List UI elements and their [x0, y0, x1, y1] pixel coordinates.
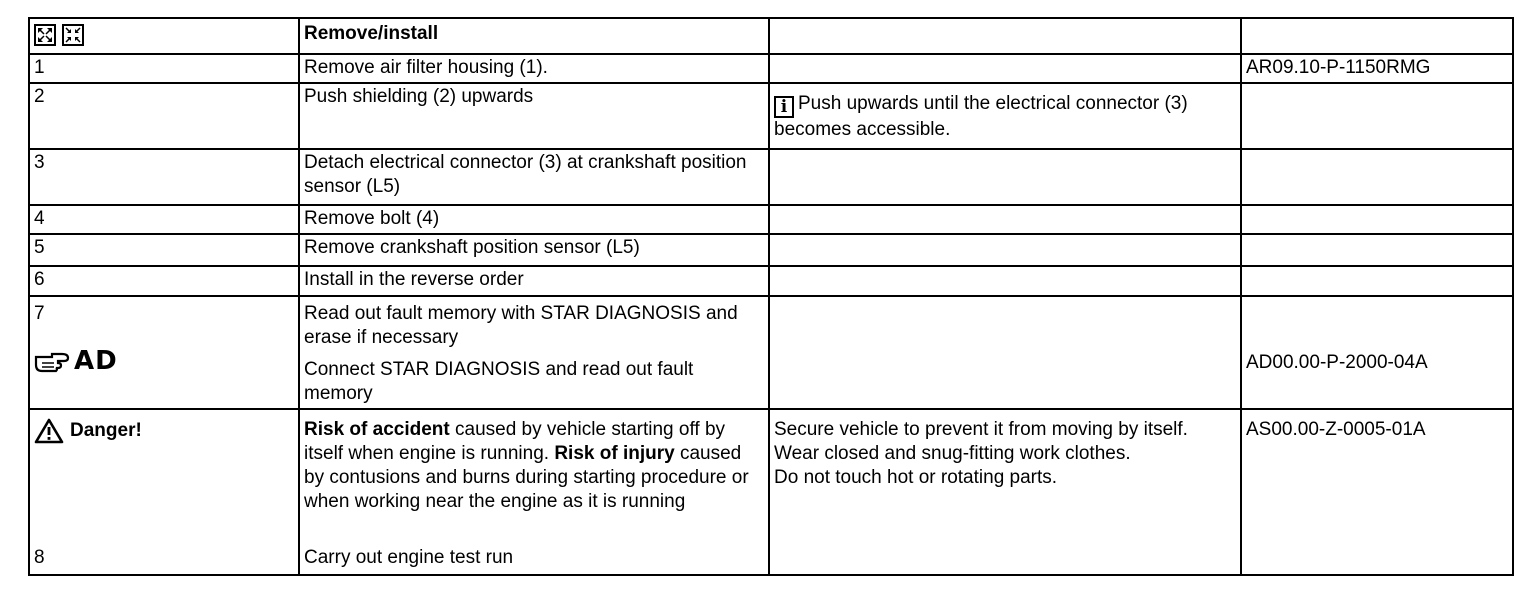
step-row: [29, 149, 1513, 205]
step-reference[interactable]: AR09.10-P-1150RMG: [1241, 54, 1513, 83]
step-row: [29, 234, 1513, 266]
measure-hot-parts: Do not touch hot or rotating parts.: [774, 467, 1058, 488]
step-action: Detach electrical connector (3) at crankshaft position sensor (L5): [299, 149, 769, 205]
danger-row: [29, 409, 1513, 575]
info-icon: i: [774, 96, 794, 118]
pointing-hand-icon: [34, 349, 70, 373]
step-row: [29, 266, 1513, 296]
expand-icon[interactable]: [34, 24, 56, 46]
step-action: Install in the reverse order: [299, 266, 769, 296]
step-reference-cell: [1241, 296, 1513, 409]
step-number: 1: [29, 54, 299, 83]
step-action: Remove crankshaft position sensor (L5): [299, 234, 769, 266]
step-action-cell: [299, 296, 769, 409]
header-icons-cell: [29, 18, 299, 54]
step-note: [769, 54, 1241, 83]
step-number: 7: [34, 303, 45, 324]
step-note: [769, 83, 1241, 149]
step-action: Push shielding (2) upwards: [299, 83, 769, 149]
step-number: 2: [29, 83, 299, 149]
measure-secure-vehicle: Secure vehicle to prevent it from moving by itself.: [774, 419, 1188, 440]
step-reference[interactable]: [1241, 266, 1513, 296]
header-empty-cell: [769, 18, 1241, 54]
risk-injury-text: caused by contusions and burns during starting procedure or when working near the engine as it is running: [304, 443, 749, 512]
procedure-table: [28, 17, 1514, 576]
ad-action: Connect STAR DIAGNOSIS and read out fault memory: [304, 359, 694, 404]
danger-label: [34, 418, 142, 444]
step-note-text: Push upwards until the electrical connector (3) becomes accessible.: [774, 93, 1188, 140]
step-number: 8: [34, 547, 45, 568]
step-number-cell: [29, 296, 299, 409]
ad-label: AD: [74, 346, 118, 376]
danger-measures-cell: [769, 409, 1241, 575]
step-number: 4: [29, 205, 299, 234]
risk-accident-title: Risk of accident: [304, 419, 450, 440]
step-reference[interactable]: [1241, 234, 1513, 266]
step-reference[interactable]: [1241, 83, 1513, 149]
step-row: [29, 83, 1513, 149]
risk-injury-title: Risk of injury: [554, 443, 675, 464]
step-reference[interactable]: [1241, 205, 1513, 234]
warning-triangle-icon: [34, 418, 64, 444]
danger-cell: [29, 409, 299, 575]
step-reference[interactable]: [1241, 149, 1513, 205]
step-action: Remove bolt (4): [299, 205, 769, 234]
step-row: [29, 296, 1513, 409]
step-note: [769, 149, 1241, 205]
step-action: Carry out engine test run: [304, 547, 514, 568]
step-note: [769, 266, 1241, 296]
header-row: [29, 18, 1513, 54]
danger-risk-cell: [299, 409, 769, 575]
step-number: 3: [29, 149, 299, 205]
collapse-icon[interactable]: [62, 24, 84, 46]
step-row: [29, 54, 1513, 83]
step-number: 5: [29, 234, 299, 266]
header-title: Remove/install: [299, 18, 769, 54]
danger-text: Danger!: [70, 420, 142, 441]
step-row: [29, 205, 1513, 234]
step-note: [769, 205, 1241, 234]
step-number: 6: [29, 266, 299, 296]
header-empty-cell: [1241, 18, 1513, 54]
ad-reference[interactable]: AD00.00-P-2000-04A: [1246, 352, 1428, 373]
step-note: [769, 234, 1241, 266]
step-action: Remove air filter housing (1).: [299, 54, 769, 83]
risk-accident-text: caused by vehicle starting off by itself when engine is running.: [304, 419, 726, 464]
step-action: Read out fault memory with STAR DIAGNOSIS and erase if necessary: [304, 303, 738, 348]
ad-marker: [34, 344, 118, 378]
measure-work-clothes: Wear closed and snug-fitting work clothes.: [774, 443, 1131, 464]
step-note: [769, 296, 1241, 409]
danger-reference[interactable]: AS00.00-Z-0005-01A: [1241, 409, 1513, 575]
